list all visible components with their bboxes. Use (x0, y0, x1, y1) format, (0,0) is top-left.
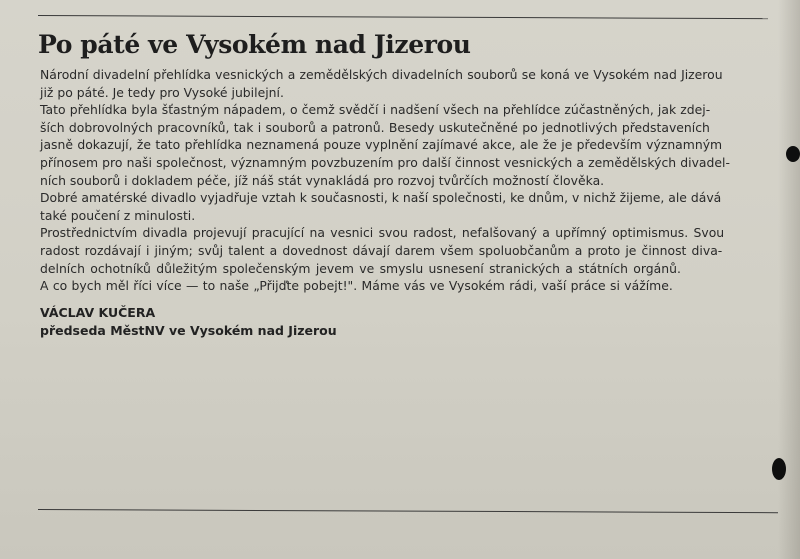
body-line: Dobré amatérské divadlo vyjadřuje vztah k současnosti, k naší společnosti, ke dnům, v nichž žijeme, ale dává (40, 190, 722, 206)
body-line: jasně dokazují, že tato přehlídka neznamená pouze vyplnění zajímavé akce, ale že je především významným (40, 137, 723, 153)
bottom-rule (38, 509, 778, 513)
body-line: Tato přehlídka byla šťastným nápadem, o čemž svědčí i nadšení všech na přehlídce zúčastněných, jak zdej- (40, 102, 711, 118)
body-line: již po páté. Je tedy pro Vysoké jubilejní. (40, 84, 284, 100)
body-line: přínosem pro naši společnost, významným povzbuzením pro další činnost vesnických a zemědělských divadel- (40, 154, 730, 170)
body-line: delních ochotníků důležitým společenským jevem ve smyslu usnesení stranických a státních orgánů. (40, 260, 681, 276)
body-line: Prostřednictvím divadla projevují pracující na vesnici svou radost, nefalšovaný a upřímný optimismus. Svou (40, 225, 725, 241)
signature-name: VÁCLAV KUČERA (40, 305, 156, 320)
body-line: A co bych měl říci více — to naše „Přijďte pobejt!". Máme vás ve Vysokém rádi, vaší práce si vážíme. (40, 278, 673, 294)
body-line: ších dobrovolných pracovníků, tak i souborů a patronů. Besedy uskutečněné po jednotlivých představeních (40, 119, 710, 135)
body-line: ních souborů i dokladem péče, jíž náš stát vynakládá pro rozvoj tvůrčích možností člověka. (40, 172, 605, 188)
body-line: radost rozdávají i jiným; svůj talent a dovednost dávají darem všem spoluobčanům a proto je činnost diva- (40, 242, 723, 258)
punch-hole (786, 146, 800, 162)
signature-role: předseda MěstNV ve Vysokém nad Jizerou (40, 323, 337, 338)
article-body (40, 66, 780, 295)
article-title: Po páté ve Vysokém nad Jizerou (38, 30, 471, 59)
top-rule (38, 15, 768, 19)
body-line: Národní divadelní přehlídka vesnických a zemědělských divadelních souborů se koná ve Vysokém nad Jizerou (40, 67, 723, 82)
punch-hole (772, 458, 786, 480)
body-line: také poučení z minulosti. (40, 207, 196, 223)
